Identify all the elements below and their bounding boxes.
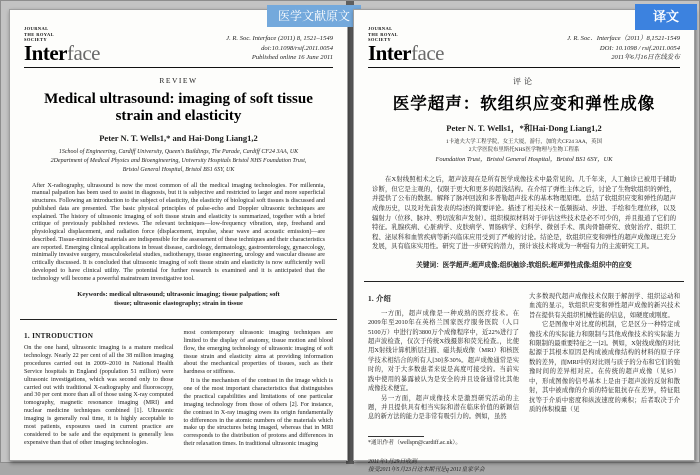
column-right: [184, 330, 334, 449]
section-rule: [20, 319, 337, 320]
affiliation-2: 2Department of Medical Physics and Bioengineering, University Hospitals Bristol NHS Foundation Trust, Bristol General Hospital, Bristol BS1 6SY, UK: [50, 158, 307, 173]
header-rule: [24, 67, 333, 68]
logo-line1: JOURNAL: [24, 26, 49, 31]
translation-page: [353, 9, 695, 474]
doi-line: DOI: 10.1098 / rsif.2011.0054: [599, 44, 680, 52]
citation-line: J. R. Soc. Interface (2011) 8, 1521–1549: [226, 35, 333, 43]
column-left: [24, 330, 174, 449]
affiliation-2: 2大学医院布里斯托NHS医学物理与生物工程系: [468, 147, 580, 154]
column-right: [529, 292, 680, 475]
column-left: [368, 292, 519, 475]
intro-paragraph: 一方面，超声成像是一种成熟的医疗技术。在2009年至2010年在英格兰国家医疗服务医院（人口5100万）中进行的3800万个成像程序中，近22%进行了超声波检查，仅次于传统X线摄影和荧光检查。，比使用X射线计算机断层扫描、磁共振成像（MRI）和核医学技术相结合的所有人[30]多30%。超声成像通常是实时的，对于大多数患者来说是高度可接受的。当前实践中使用的暴露被认为是安全的并且设备通常比其他成像技术便宜。: [368, 309, 519, 393]
section-rule: [364, 281, 684, 282]
affiliation-3: Foundation Trust，Bristol General Hospital，Bristol BS1 6SY，UK: [435, 156, 613, 164]
abstract-text: 在X射线照相术之后，超声波现在是所有医学成像技术中最常见的。几千年来，人工触诊已被用于辅助诊断，但它是主观的，仅限于更大和更多的超浅结构。在介绍了弹性主体之后，讨论了生物软组织的弹性，并提供了公布的数据。解释了脉冲回波和多普勒超声技术的基本物理原理。总结了软组织应变和弹性的超声成像历史，以及对先前发表的综述的简要评论。描述了相关技术－低频振动、步进、手绘和生理位移，以及辐射力（位移、脉冲、剪切波和声发射）。组织模拟材料对于评估这些技术是必不可少的，并且报道了它们的特征。乳腺疾病、心脏病学、皮肤病学、胃肠病学、妇科学、微创手术、肌肉骨骼研究、放射治疗、组织工程、泌尿科和血管疾病等新兴临床应用受到了严峻的讨论。结论是，软组织应变和弹性的超声成像现已充分发展，具有临床实用性。研究了进一步研究的潜力，预计该技术将成为一种强有力的主流研究工具。: [372, 176, 676, 251]
doi-line: doi:10.1098/rsif.2011.0054: [261, 44, 333, 52]
journal-header: [24, 26, 333, 63]
two-column-body: [368, 292, 680, 475]
body-paragraph: 大多数现代超声成像技术仅限于解剖学、组织运动和血流的显示，软组织应变和弹性超声成像的新兴技术旨在提供有关组织机械性能的信息，如硬度或刚度。: [529, 292, 680, 319]
logo-inter: Inter: [24, 40, 67, 65]
journal-header: [368, 26, 680, 63]
article-title: 医学超声：软组织应变和弹性成像: [392, 93, 656, 113]
logo-line2: THE ROYAL: [368, 31, 399, 37]
authors-line: Peter N. T. Wells1，*和Hai-Dong Liang1,2: [446, 122, 602, 133]
keywords-line: 关键词：医学超声;超声成像;组织触诊;软组织;超声弹性成像;组织中的应变: [416, 261, 632, 269]
authors-line: Peter N. T. Wells1,* and Hai-Dong Liang1,2: [99, 133, 258, 144]
header-rule: [368, 67, 680, 68]
intro-heading: 1. 介绍: [368, 294, 392, 303]
original-paper-page: [9, 9, 348, 461]
published-line: Published online 16 June 2011: [251, 54, 333, 62]
footnote-block: [368, 436, 519, 475]
journal-logo: [24, 26, 100, 63]
citation-line: J. R. Soc．Interface（2011）8,1521-1549: [567, 35, 680, 43]
two-column-body: [24, 330, 333, 449]
body-paragraph: most contemporary ultrasonic imaging techniques are limited to the display of anatomy, tissue motion and blood flow, the emerging technology of ultrasonic imaging of soft tissue strain and elasticity aims at providing information about the mechanical properties of tissues, such as their hardness or stiffness.: [183, 329, 333, 376]
journal-logo: [368, 26, 444, 63]
article-title: Medical ultrasound: imaging of soft tissue strain and elasticity: [44, 90, 313, 125]
citation-block: [226, 34, 333, 63]
intro-paragraph: 另一方面，超声成像技术是激烈研究活动的主题，并且提供具有相当实际和潜在临床价值的新颖信息的新方法的能力是非常有吸引力的。例如，虽然: [368, 394, 519, 421]
keywords-line: Keywords: medical ultrasound; ultrasonic imaging; tissue palpation; soft tissue; ultrasonic elastography; strain in tissue: [77, 291, 280, 308]
logo-inter: Inter: [368, 40, 411, 65]
logo-face: face: [67, 40, 100, 65]
article-type-label: 评论: [513, 76, 535, 86]
logo-line3: SOCIETY: [368, 37, 392, 43]
citation-block: [567, 34, 680, 63]
intro-heading: 1. INTRODUCTION: [24, 331, 94, 340]
body-paragraph: 它是图像中对比度的机制，它是区分一种特定成像技术的实际能力和限制与其他成像技术的实际能力和限制的最重要特征之一[2]。例如，X射线成像的对比起源于其根本原因是构成被成像结构的材料的原子序数的差异，而MRI中的对比则与质子的分布和它们的弛豫时间的差异相对应。在传统的超声成像（见§5）中，形成图像的信号基本上是由于超声波的反射和散射，其中被成像的介质的特征阻抗存在差异，特征阻抗等于介质中密度和纵波速度的乘积；后者取决于介质的体积模量（见: [529, 321, 680, 414]
tab-translation[interactable]: 译文: [635, 4, 697, 30]
logo-line1: JOURNAL: [368, 26, 393, 31]
logo-face: face: [411, 40, 444, 65]
logo-line3: SOCIETY: [24, 37, 48, 43]
affiliation-1: 1卡迪夫大学工程学院，女王大厦，游行，加的夫CF24 3AA，英国: [446, 138, 602, 145]
received-date: 2011年1月29日收到: [368, 458, 417, 465]
correspondence-footnote: *通讯作者（wellspn@cardiff.ac.uk）。: [368, 439, 462, 446]
logo-line2: THE ROYAL: [24, 31, 55, 37]
body-paragraph: It is the mechanism of the contrast in the image which is one of the most important characteristics that distinguishes the practical capabilities and limitations of one particular imaging technology from those of others [2]. For instance, the contrast in X-ray imaging owes its origin fundamentally to differences in the atomic numbers of the materials which make up the structures being imaged, whereas that in MRI corresponds to the distribution of protons and differences in their relaxation times. In traditional ultrasonic imaging: [183, 378, 333, 448]
intro-paragraph: On the one hand, ultrasonic imaging is a mature medical technology. Nearly 22 per cent of all the 38 million imaging procedures carried out in 2009–2010 in National Health Service hospitals in England (population 51 million) were ultrasonic investigations, which was second only to those carried out with traditional X-radiography and fluoroscopy, and 30 per cent more than all of those using X-ray computed tomography, magnetic resonance imaging (MRI) and nuclear medicine techniques combined [1]. Ultrasonic imaging is generally real time, it is highly acceptable to most patients, exposures used in current practice are considered to be safe and the equipment is generally less expensive than that of other imaging technologies.: [24, 345, 174, 446]
footnote-separator: [368, 436, 424, 437]
affiliation-1: 1School of Engineering, Cardiff University, Queen's Buildings, The Parade, Cardiff CF24 3AA, UK: [58, 149, 299, 156]
tab-original-document[interactable]: 医学文献原文: [267, 5, 361, 27]
article-type-label: REVIEW: [159, 75, 198, 85]
accepted-date: 接受2011年5月23日这本期刊是q 2011皇家学会: [368, 467, 485, 474]
published-line: 2011年6月16日在线发布: [611, 54, 680, 62]
abstract-text: After X-radiography, ultrasound is now the most common of all the medical imaging technologies. For millennia, manual palpation has been used to assist in diagnosis, but it is subjective and restricted to larger and more superficial structures. Following an introduction to the subject of elasticity, the elasticity of biological soft tissues is discussed and published data are presented. The basic physical principles of pulse-echo and Doppler ultrasonic techniques are explained. The history of ultrasonic imaging of soft tissue strain and elasticity is summarized, together with a brief critique of previously published reviews. The relevant techniques—low-frequency vibration, step, freehand and physiological displacement, and radiation force (displacement, impulse, shear wave and acoustic emission)—are described. Tissue-mimicking materials are indispensible for the assessment of these techniques and their characteristics are reported. Emerging clinical applications in breast disease, cardiology, dermatology, gastroenterology, gynaecology, minimally invasive surgery, musculoskeletal studies, radiotherapy, tissue engineering, urology and vascular disease are critically discussed. It is concluded that ultrasonic imaging of soft tissue strain and elasticity is now sufficiently well developed to have clinical utility. The potential for further research is examined and it is anticipated that the technology will become a powerful mainstream investigative tool.: [32, 182, 325, 282]
